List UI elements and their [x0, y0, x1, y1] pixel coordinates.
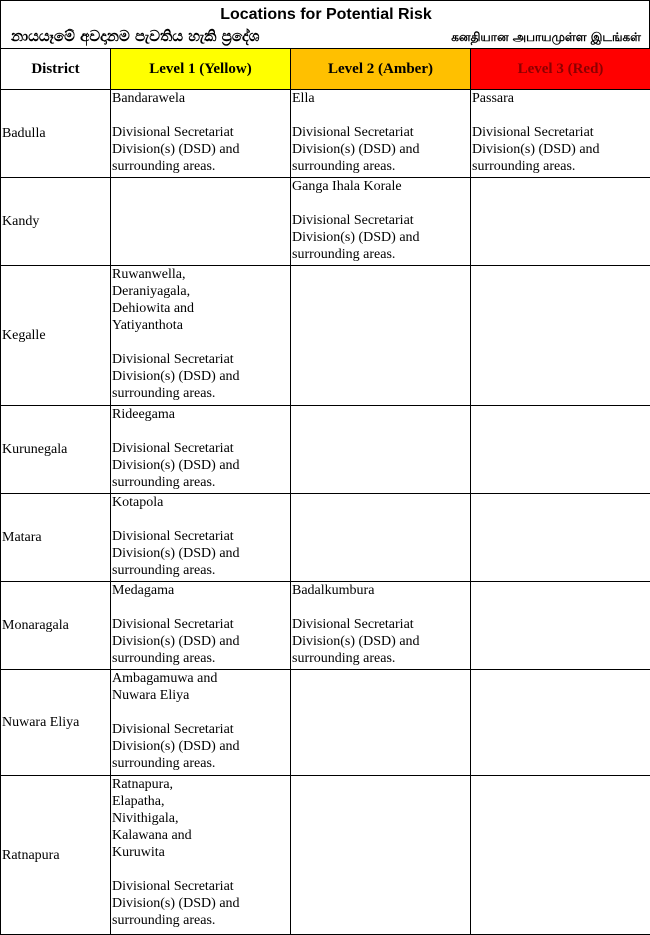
- spacer: [472, 107, 649, 124]
- dsd-note: Divisional Secretariat Division(s) (DSD) and surrounding areas.: [472, 124, 649, 175]
- location-names: Badalkumbura: [292, 582, 469, 599]
- column-header-district: District: [1, 49, 111, 90]
- spacer: [112, 107, 289, 124]
- title-block: [0, 0, 650, 48]
- table-row: [1, 582, 650, 670]
- table-header-row: [1, 49, 650, 90]
- tamil-title: கனதியான அபாயமுள்ள இடங்கள்: [451, 29, 641, 45]
- dsd-note: Divisional Secretariat Division(s) (DSD) and surrounding areas.: [112, 721, 289, 772]
- page-title: Locations for Potential Risk: [1, 5, 650, 25]
- dsd-note: Divisional Secretariat Division(s) (DSD) and surrounding areas.: [292, 124, 469, 175]
- table-row: [1, 266, 650, 406]
- location-names: Medagama: [112, 582, 289, 599]
- level2-cell: [291, 266, 471, 406]
- district-cell: Monaragala: [1, 582, 111, 670]
- level1-cell: [111, 178, 291, 266]
- table-body: [1, 90, 650, 935]
- column-header-level1: Level 1 (Yellow): [111, 49, 291, 90]
- location-names: Ambagamuwa and Nuwara Eliya: [112, 670, 289, 704]
- table-row: [1, 494, 650, 582]
- location-names: Kotapola: [112, 494, 289, 511]
- risk-table: [0, 48, 650, 935]
- level3-cell: [471, 90, 650, 178]
- spacer: [292, 107, 469, 124]
- level3-cell: [471, 670, 650, 776]
- level2-cell: [291, 776, 471, 935]
- dsd-note: Divisional Secretariat Division(s) (DSD) and surrounding areas.: [112, 351, 289, 402]
- district-cell: Nuwara Eliya: [1, 670, 111, 776]
- level1-cell: [111, 406, 291, 494]
- level1-cell: [111, 670, 291, 776]
- spacer: [292, 599, 469, 616]
- district-cell: Ratnapura: [1, 776, 111, 935]
- district-cell: Kegalle: [1, 266, 111, 406]
- spacer: [112, 861, 289, 878]
- spacer: [112, 334, 289, 351]
- spacer: [112, 423, 289, 440]
- level1-cell: [111, 494, 291, 582]
- level3-cell: [471, 178, 650, 266]
- sinhala-title: නායයෑමේ අවදානම පැවතිය හැකි ප්‍රදේශ: [11, 26, 259, 46]
- spacer: [112, 511, 289, 528]
- level2-cell: [291, 670, 471, 776]
- level1-cell: [111, 266, 291, 406]
- district-cell: Matara: [1, 494, 111, 582]
- dsd-note: Divisional Secretariat Division(s) (DSD) and surrounding areas.: [292, 212, 469, 263]
- location-names: Ruwanwella, Deraniyagala, Dehiowita and Yatiyanthota: [112, 266, 289, 334]
- table-row: [1, 776, 650, 935]
- level2-cell: [291, 494, 471, 582]
- table-row: [1, 178, 650, 266]
- level1-cell: [111, 90, 291, 178]
- location-names: Bandarawela: [112, 90, 289, 107]
- level2-cell: [291, 178, 471, 266]
- level1-cell: [111, 582, 291, 670]
- spacer: [112, 599, 289, 616]
- column-header-level3: Level 3 (Red): [471, 49, 650, 90]
- location-names: Rideegama: [112, 406, 289, 423]
- level3-cell: [471, 406, 650, 494]
- table-row: [1, 90, 650, 178]
- dsd-note: Divisional Secretariat Division(s) (DSD) and surrounding areas.: [112, 124, 289, 175]
- level3-cell: [471, 776, 650, 935]
- table-row: [1, 406, 650, 494]
- district-cell: Kurunegala: [1, 406, 111, 494]
- level2-cell: [291, 406, 471, 494]
- level1-cell: [111, 776, 291, 935]
- location-names: Ratnapura, Elapatha, Nivithigala, Kalawana and Kuruwita: [112, 776, 289, 861]
- location-names: Passara: [472, 90, 649, 107]
- column-header-level2: Level 2 (Amber): [291, 49, 471, 90]
- dsd-note: Divisional Secretariat Division(s) (DSD) and surrounding areas.: [292, 616, 469, 667]
- level3-cell: [471, 582, 650, 670]
- dsd-note: Divisional Secretariat Division(s) (DSD) and surrounding areas.: [112, 878, 289, 929]
- location-names: Ella: [292, 90, 469, 107]
- dsd-note: Divisional Secretariat Division(s) (DSD) and surrounding areas.: [112, 528, 289, 579]
- spacer: [292, 195, 469, 212]
- district-cell: Badulla: [1, 90, 111, 178]
- district-cell: Kandy: [1, 178, 111, 266]
- level2-cell: [291, 90, 471, 178]
- level2-cell: [291, 582, 471, 670]
- spacer: [112, 704, 289, 721]
- level3-cell: [471, 494, 650, 582]
- dsd-note: Divisional Secretariat Division(s) (DSD) and surrounding areas.: [112, 440, 289, 491]
- table-row: [1, 670, 650, 776]
- dsd-note: Divisional Secretariat Division(s) (DSD) and surrounding areas.: [112, 616, 289, 667]
- level3-cell: [471, 266, 650, 406]
- location-names: Ganga Ihala Korale: [292, 178, 469, 195]
